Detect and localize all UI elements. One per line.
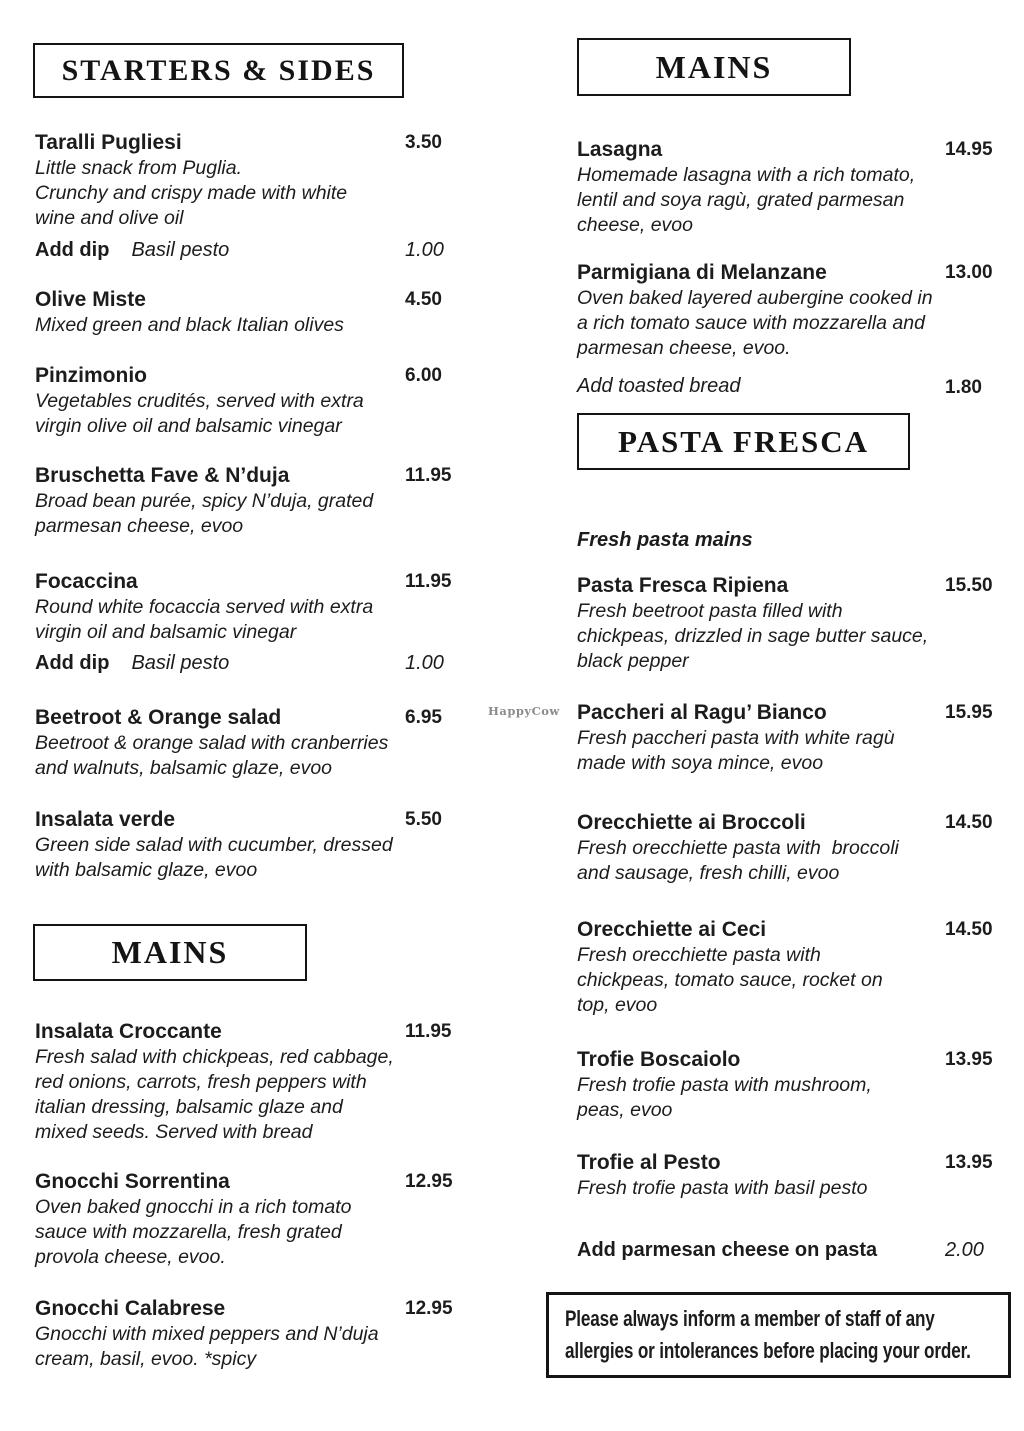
menu-item-name: Olive Miste xyxy=(35,288,146,311)
menu-item-description-line: black pepper xyxy=(577,650,689,672)
menu-item-name: Insalata verde xyxy=(35,808,176,831)
menu-item-description-line: Fresh orecchiette pasta with xyxy=(577,944,821,966)
menu-item xyxy=(577,810,1017,886)
menu-item-description-line: italian dressing, balsamic glaze and xyxy=(35,1096,343,1118)
menu-item xyxy=(35,807,475,883)
menu-item-price: 15.95 xyxy=(945,702,993,723)
menu-item-description-line: chickpeas, tomato sauce, rocket on xyxy=(577,969,883,991)
menu-item-description-line: virgin olive oil and balsamic vinegar xyxy=(35,415,342,437)
menu-item-description-line: lentil and soya ragù, grated parmesan xyxy=(577,189,905,211)
menu-item-price: 11.95 xyxy=(405,571,452,592)
menu-item-description-line: provola cheese, evoo. xyxy=(35,1246,226,1268)
menu-item-price: 6.00 xyxy=(405,365,442,386)
menu-item-name: Gnocchi Calabrese xyxy=(35,1297,226,1320)
menu-item xyxy=(577,1150,1017,1201)
menu-item-name: Focaccina xyxy=(35,570,138,593)
menu-addon-label: Add toasted bread xyxy=(577,375,741,397)
menu-item-description-line: Homemade lasagna with a rich tomato, xyxy=(577,164,916,186)
menu-item-price: 12.95 xyxy=(405,1171,453,1192)
menu-column-right xyxy=(577,0,1017,1263)
menu-item-description-line: peas, evoo xyxy=(577,1099,673,1121)
menu-item-description-line: mixed seeds. Served with bread xyxy=(35,1121,313,1143)
menu-item-name: Trofie Boscaiolo xyxy=(577,1048,741,1071)
menu-addon xyxy=(35,237,475,263)
menu-addon-label: Add parmesan cheese on pasta xyxy=(577,1239,878,1261)
menu-item-description-line: chickpeas, drizzled in sage butter sauce, xyxy=(577,625,929,647)
menu-item-name: Pasta Fresca Ripiena xyxy=(577,574,789,597)
menu-item-price: 13.95 xyxy=(945,1049,993,1070)
menu-item-price: 13.95 xyxy=(945,1152,993,1173)
menu-item-price: 15.50 xyxy=(945,575,993,596)
menu-item-name: Trofie al Pesto xyxy=(577,1151,721,1174)
menu-item-description-line: top, evoo xyxy=(577,994,658,1016)
menu-item-description-line: Broad bean purée, spicy N’duja, grated xyxy=(35,490,374,512)
menu-item xyxy=(577,917,1017,1018)
menu-subheading: Fresh pasta mains xyxy=(577,529,753,551)
menu-item-description-line: Fresh trofie pasta with mushroom, xyxy=(577,1074,872,1096)
menu-item-description-line: cheese, evoo xyxy=(577,214,694,236)
menu-item-description-line: Fresh trofie pasta with basil pesto xyxy=(577,1177,868,1199)
menu-item-description-line: Mixed green and black Italian olives xyxy=(35,314,344,336)
allergy-notice-line: allergies or intolerances before placing your order. xyxy=(565,1338,971,1363)
allergy-notice-line: Please always inform a member of staff of any xyxy=(565,1306,935,1331)
menu-item xyxy=(35,1296,475,1372)
menu-item-description-line: parmesan cheese, evoo xyxy=(35,515,244,537)
menu-item-price: 13.00 xyxy=(945,262,993,283)
menu-item-description-line: Beetroot & orange salad with cranberries xyxy=(35,732,389,754)
menu-item-description-line: Fresh paccheri pasta with white ragù xyxy=(577,727,895,749)
menu-item-price: 6.95 xyxy=(405,707,442,728)
menu-item xyxy=(35,463,475,539)
menu-item-description-line: Green side salad with cucumber, dressed xyxy=(35,834,393,856)
menu-item xyxy=(35,130,475,231)
menu-item xyxy=(577,1047,1017,1123)
menu-item-description-line: a rich tomato sauce with mozzarella and xyxy=(577,312,925,334)
menu-item xyxy=(577,137,1017,238)
menu-item-price: 14.50 xyxy=(945,919,993,940)
menu-addon xyxy=(35,650,475,676)
menu-item-name: Orecchiette ai Broccoli xyxy=(577,811,806,834)
menu-addon xyxy=(577,373,1017,399)
menu-addon-price: 1.00 xyxy=(405,652,444,674)
menu-item-description-line: with balsamic glaze, evoo xyxy=(35,859,258,881)
menu-addon-label: Add dip xyxy=(35,652,110,674)
menu-item-description-line: red onions, carrots, fresh peppers with xyxy=(35,1071,367,1093)
menu-item-name: Gnocchi Sorrentina xyxy=(35,1170,230,1193)
section-header-hdr-pasta: PASTA FRESCA xyxy=(577,413,910,470)
menu-item xyxy=(577,573,1017,674)
menu-item-description-line: Fresh orecchiette pasta with broccoli xyxy=(577,837,899,859)
menu-item-name: Bruschetta Fave & N’duja xyxy=(35,464,290,487)
menu-item xyxy=(35,1019,475,1145)
menu-item-description-line: Round white focaccia served with extra xyxy=(35,596,374,618)
menu-item-name: Insalata Croccante xyxy=(35,1020,222,1043)
menu-item-price: 11.95 xyxy=(405,465,452,486)
menu-item-description-line: Oven baked layered aubergine cooked in xyxy=(577,287,933,309)
menu-item-name: Parmigiana di Melanzane xyxy=(577,261,827,284)
menu-addon-price: 1.00 xyxy=(405,239,444,261)
menu-item xyxy=(35,287,475,338)
menu-item-description-line: made with soya mince, evoo xyxy=(577,752,824,774)
menu-item-price: 14.50 xyxy=(945,812,993,833)
menu-item-name: Pinzimonio xyxy=(35,364,147,387)
menu-addon-label: Add dip xyxy=(35,239,110,261)
menu-item-name: Beetroot & Orange salad xyxy=(35,706,282,729)
menu-addon-detail: Basil pesto xyxy=(131,652,230,674)
menu-item xyxy=(35,1169,475,1270)
menu-item-price: 14.95 xyxy=(945,139,993,160)
menu-item xyxy=(577,260,1017,361)
menu-item-description-line: wine and olive oil xyxy=(35,207,184,229)
menu-item-description-line: Vegetables crudités, served with extra xyxy=(35,390,364,412)
menu-item-price: 4.50 xyxy=(405,289,442,310)
menu-item-description-line: Oven baked gnocchi in a rich tomato xyxy=(35,1196,352,1218)
menu-item-description-line: and sausage, fresh chilli, evoo xyxy=(577,862,840,884)
menu-column-left xyxy=(35,0,475,1372)
menu-item xyxy=(35,569,475,645)
menu-item-price: 5.50 xyxy=(405,809,442,830)
menu-item-description-line: Fresh beetroot pasta filled with xyxy=(577,600,843,622)
section-header-hdr-mains-right: MAINS xyxy=(577,38,851,96)
menu-item-name: Lasagna xyxy=(577,138,663,161)
happycow-watermark: HappyCow xyxy=(488,704,560,718)
menu-item-name: Taralli Pugliesi xyxy=(35,131,182,154)
menu-addon-price: 1.80 xyxy=(945,377,982,398)
menu-item-description-line: Fresh salad with chickpeas, red cabbage, xyxy=(35,1046,394,1068)
menu-item-price: 12.95 xyxy=(405,1298,453,1319)
menu-item-description-line: sauce with mozzarella, fresh grated xyxy=(35,1221,342,1243)
menu-addon xyxy=(577,1237,1017,1263)
allergy-notice-box xyxy=(546,1292,1011,1378)
menu-item-price: 11.95 xyxy=(405,1021,452,1042)
menu-item-description-line: Gnocchi with mixed peppers and N’duja xyxy=(35,1323,379,1345)
menu-item-description-line: virgin oil and balsamic vinegar xyxy=(35,621,297,643)
menu-item xyxy=(35,363,475,439)
menu-item-price: 3.50 xyxy=(405,132,442,153)
menu-item-description-line: Crunchy and crispy made with white xyxy=(35,182,348,204)
menu-item xyxy=(577,700,1017,776)
section-header-hdr-mains-left: MAINS xyxy=(33,924,307,981)
menu-item-description-line: Little snack from Puglia. xyxy=(35,157,243,179)
menu-item-description-line: cream, basil, evoo. *spicy xyxy=(35,1348,257,1370)
menu-item-name: Orecchiette ai Ceci xyxy=(577,918,767,941)
menu-item xyxy=(35,705,475,781)
menu-item-name: Paccheri al Ragu’ Bianco xyxy=(577,701,827,724)
menu-item-description-line: parmesan cheese, evoo. xyxy=(577,337,791,359)
menu-item-description-line: and walnuts, balsamic glaze, evoo xyxy=(35,757,333,779)
menu-addon-price: 2.00 xyxy=(945,1239,984,1261)
section-header-hdr-starters: STARTERS & SIDES xyxy=(33,43,404,98)
menu-addon-detail: Basil pesto xyxy=(131,239,230,261)
